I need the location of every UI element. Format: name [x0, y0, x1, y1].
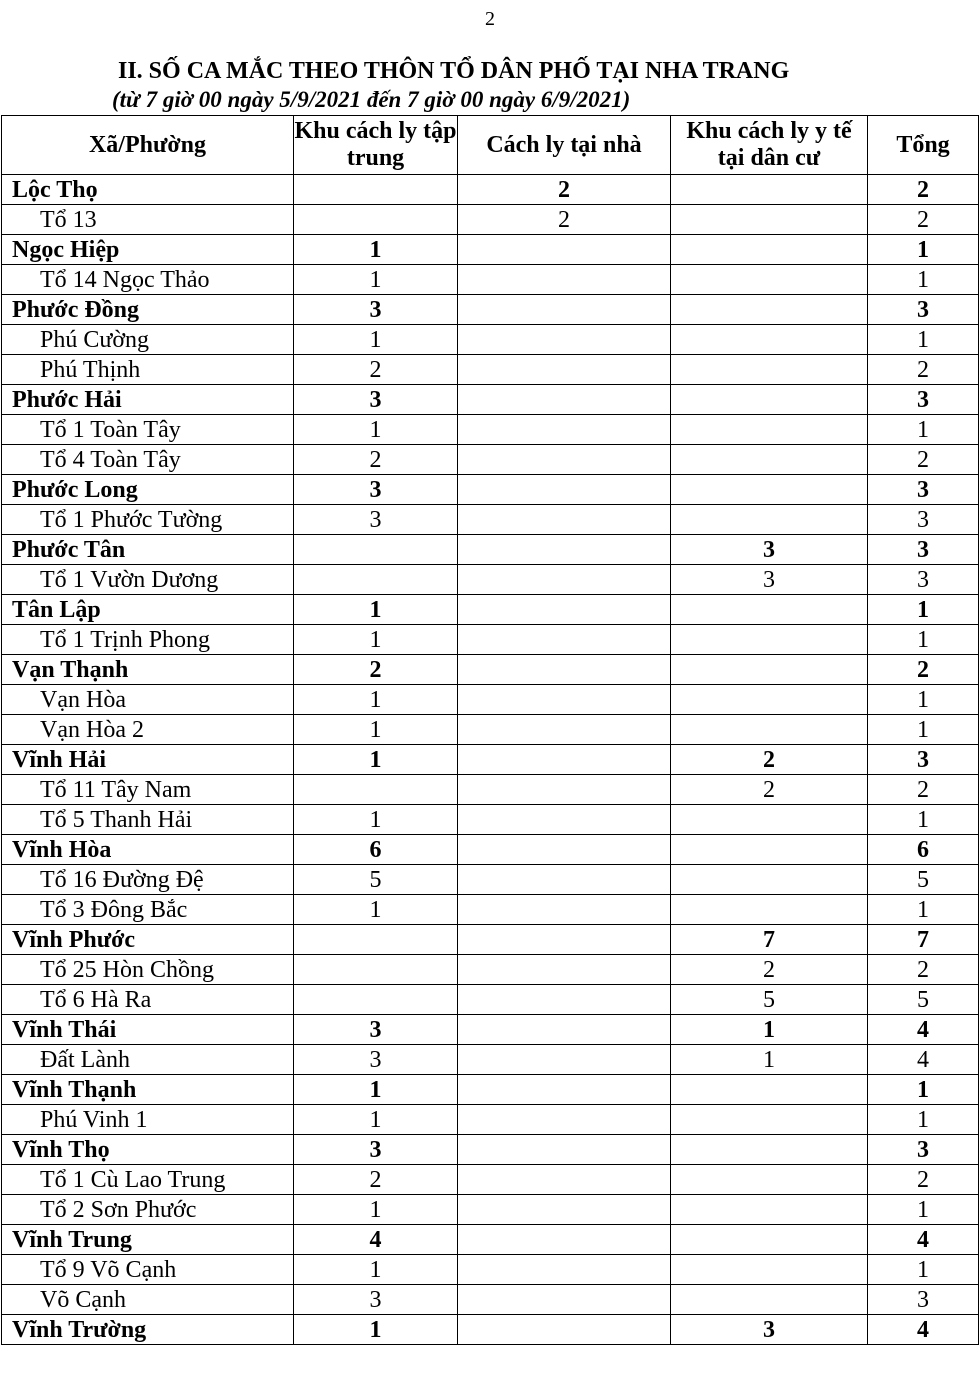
cell-tai-nha [458, 985, 671, 1015]
cell-dan-cu [671, 475, 868, 505]
cell-name: Tân Lập [2, 595, 294, 625]
table-row [2, 175, 979, 205]
cell-name: Vĩnh Thái [2, 1015, 294, 1045]
cell-dan-cu [671, 595, 868, 625]
cell-tong: 1 [868, 1075, 979, 1105]
cell-tap-trung: 1 [294, 1105, 458, 1135]
table-row [2, 595, 979, 625]
cell-tap-trung: 1 [294, 1075, 458, 1105]
cell-tong: 2 [868, 205, 979, 235]
cell-tap-trung: 4 [294, 1225, 458, 1255]
table-row [2, 415, 979, 445]
cell-tai-nha [458, 625, 671, 655]
table-row [2, 295, 979, 325]
header-khu-cach-ly-dan-cu: Khu cách ly y tế tại dân cư [671, 116, 868, 175]
cell-tai-nha [458, 415, 671, 445]
table-row [2, 685, 979, 715]
table-row [2, 985, 979, 1015]
cell-name: Võ Cạnh [2, 1285, 294, 1315]
cell-tong: 1 [868, 415, 979, 445]
cell-tap-trung [294, 775, 458, 805]
cell-dan-cu [671, 1225, 868, 1255]
cell-tong: 2 [868, 775, 979, 805]
table-row [2, 1075, 979, 1105]
cell-dan-cu [671, 685, 868, 715]
table-row [2, 355, 979, 385]
table-row [2, 925, 979, 955]
table-row [2, 625, 979, 655]
cell-tong: 1 [868, 715, 979, 745]
cell-dan-cu [671, 505, 868, 535]
cell-tai-nha [458, 445, 671, 475]
cell-tap-trung: 3 [294, 295, 458, 325]
cell-tai-nha [458, 685, 671, 715]
table-row [2, 205, 979, 235]
cell-tong: 4 [868, 1015, 979, 1045]
cell-name: Vĩnh Thọ [2, 1135, 294, 1165]
table-row [2, 535, 979, 565]
cell-tong: 3 [868, 475, 979, 505]
cell-dan-cu [671, 805, 868, 835]
table-row [2, 1165, 979, 1195]
cell-tap-trung: 3 [294, 1015, 458, 1045]
cell-tap-trung: 1 [294, 595, 458, 625]
table-row [2, 1015, 979, 1045]
cell-name: Phước Đồng [2, 295, 294, 325]
cell-dan-cu [671, 625, 868, 655]
cell-tong: 3 [868, 535, 979, 565]
cell-tai-nha [458, 1135, 671, 1165]
cell-dan-cu [671, 175, 868, 205]
table-row [2, 325, 979, 355]
cell-tai-nha [458, 1015, 671, 1045]
cell-dan-cu: 1 [671, 1015, 868, 1045]
cell-tong: 2 [868, 955, 979, 985]
cell-tap-trung [294, 955, 458, 985]
cell-tai-nha [458, 835, 671, 865]
table-row [2, 775, 979, 805]
table-row [2, 505, 979, 535]
cell-tap-trung: 1 [294, 805, 458, 835]
cell-tap-trung: 1 [294, 685, 458, 715]
cell-tong: 1 [868, 235, 979, 265]
cell-tong: 2 [868, 655, 979, 685]
table-row [2, 1105, 979, 1135]
table-row [2, 745, 979, 775]
page-title: II. SỐ CA MẮC THEO THÔN TỔ DÂN PHỐ TẠI NHA TRANG [118, 58, 790, 84]
cell-tap-trung [294, 535, 458, 565]
cell-name: Tổ 4 Toàn Tây [2, 445, 294, 475]
cell-tong: 1 [868, 685, 979, 715]
cell-tong: 2 [868, 175, 979, 205]
cell-dan-cu [671, 1135, 868, 1165]
cell-name: Tổ 1 Cù Lao Trung [2, 1165, 294, 1195]
cell-tai-nha [458, 1255, 671, 1285]
cell-tap-trung: 1 [294, 1195, 458, 1225]
cell-tong: 3 [868, 295, 979, 325]
cell-tong: 3 [868, 745, 979, 775]
cell-tap-trung: 6 [294, 835, 458, 865]
cell-name: Tổ 1 Phước Tường [2, 505, 294, 535]
cell-tong: 3 [868, 385, 979, 415]
table-row [2, 235, 979, 265]
cell-tap-trung: 3 [294, 385, 458, 415]
cell-name: Vĩnh Hải [2, 745, 294, 775]
cell-tai-nha [458, 475, 671, 505]
cell-name: Tổ 1 Trịnh Phong [2, 625, 294, 655]
table-body [2, 175, 979, 1345]
cell-tap-trung: 3 [294, 505, 458, 535]
cell-name: Tổ 14 Ngọc Thảo [2, 265, 294, 295]
cell-tong: 2 [868, 355, 979, 385]
cell-name: Vạn Thạnh [2, 655, 294, 685]
cell-tap-trung: 1 [294, 235, 458, 265]
cell-tong: 1 [868, 595, 979, 625]
cell-dan-cu [671, 1195, 868, 1225]
cell-tai-nha [458, 925, 671, 955]
cell-tai-nha [458, 1165, 671, 1195]
cell-tap-trung: 1 [294, 625, 458, 655]
cell-tong: 5 [868, 865, 979, 895]
cell-tong: 1 [868, 265, 979, 295]
header-khu-cach-ly-tap-trung: Khu cách ly tập trung [294, 116, 458, 175]
cell-dan-cu [671, 1165, 868, 1195]
cell-dan-cu [671, 205, 868, 235]
cell-tong: 3 [868, 505, 979, 535]
cell-dan-cu [671, 1285, 868, 1315]
table-row [2, 1315, 979, 1345]
cell-name: Tổ 13 [2, 205, 294, 235]
table-row [2, 1255, 979, 1285]
table-header-row [2, 116, 979, 175]
cell-dan-cu: 2 [671, 955, 868, 985]
cell-tai-nha [458, 355, 671, 385]
cell-tap-trung: 5 [294, 865, 458, 895]
cell-tong: 1 [868, 625, 979, 655]
table-row [2, 835, 979, 865]
cell-dan-cu: 2 [671, 775, 868, 805]
cell-tai-nha [458, 565, 671, 595]
cell-tai-nha [458, 385, 671, 415]
cell-dan-cu [671, 835, 868, 865]
cell-name: Tổ 16 Đường Đệ [2, 865, 294, 895]
page-number: 2 [485, 8, 495, 30]
cell-name: Vạn Hòa 2 [2, 715, 294, 745]
cell-tap-trung: 1 [294, 415, 458, 445]
table-row [2, 955, 979, 985]
cell-tai-nha [458, 1075, 671, 1105]
cell-tong: 2 [868, 1165, 979, 1195]
cell-tap-trung: 2 [294, 655, 458, 685]
cell-tong: 6 [868, 835, 979, 865]
cell-tai-nha [458, 1315, 671, 1345]
table-row [2, 565, 979, 595]
cell-tai-nha: 2 [458, 175, 671, 205]
cell-tong: 2 [868, 445, 979, 475]
page-subtitle: (từ 7 giờ 00 ngày 5/9/2021 đến 7 giờ 00 ngày 6/9/2021) [112, 87, 631, 112]
cell-tap-trung: 1 [294, 1315, 458, 1345]
cell-tong: 1 [868, 805, 979, 835]
cell-tap-trung: 1 [294, 265, 458, 295]
cell-tong: 4 [868, 1045, 979, 1075]
cell-dan-cu [671, 1255, 868, 1285]
cell-dan-cu [671, 715, 868, 745]
cell-name: Vĩnh Hòa [2, 835, 294, 865]
cases-table [1, 115, 979, 1345]
cell-tong: 1 [868, 895, 979, 925]
cell-dan-cu [671, 235, 868, 265]
cell-tap-trung: 3 [294, 475, 458, 505]
cell-dan-cu: 1 [671, 1045, 868, 1075]
cell-tong: 7 [868, 925, 979, 955]
header-tong: Tổng [868, 116, 979, 175]
table-row [2, 865, 979, 895]
cell-tap-trung [294, 175, 458, 205]
table-row [2, 1225, 979, 1255]
cell-dan-cu [671, 355, 868, 385]
cell-tai-nha [458, 775, 671, 805]
cell-name: Vĩnh Trung [2, 1225, 294, 1255]
cell-tong: 1 [868, 1105, 979, 1135]
cell-name: Tổ 5 Thanh Hải [2, 805, 294, 835]
cell-tap-trung: 1 [294, 1255, 458, 1285]
cell-tai-nha [458, 895, 671, 925]
cell-dan-cu [671, 1075, 868, 1105]
table-row [2, 715, 979, 745]
cell-tai-nha [458, 295, 671, 325]
cell-name: Phước Hải [2, 385, 294, 415]
cell-tap-trung: 1 [294, 745, 458, 775]
cell-tai-nha [458, 535, 671, 565]
cell-name: Vĩnh Phước [2, 925, 294, 955]
cell-tai-nha [458, 1105, 671, 1135]
cell-tai-nha [458, 1195, 671, 1225]
cell-tap-trung [294, 565, 458, 595]
table-row [2, 475, 979, 505]
cell-tap-trung: 2 [294, 1165, 458, 1195]
cell-tap-trung: 3 [294, 1285, 458, 1315]
table-row [2, 805, 979, 835]
table-row [2, 1285, 979, 1315]
cell-dan-cu [671, 415, 868, 445]
cell-name: Phước Tân [2, 535, 294, 565]
cell-dan-cu: 3 [671, 1315, 868, 1345]
cell-tong: 3 [868, 565, 979, 595]
cell-name: Tổ 9 Võ Cạnh [2, 1255, 294, 1285]
cell-name: Tổ 2 Sơn Phước [2, 1195, 294, 1225]
cell-tong: 3 [868, 1135, 979, 1165]
cell-dan-cu: 2 [671, 745, 868, 775]
cell-dan-cu [671, 295, 868, 325]
cell-tap-trung: 2 [294, 445, 458, 475]
cell-tai-nha [458, 655, 671, 685]
cell-name: Vạn Hòa [2, 685, 294, 715]
cell-tai-nha [458, 1285, 671, 1315]
cell-tong: 4 [868, 1315, 979, 1345]
cell-dan-cu [671, 895, 868, 925]
cell-name: Tổ 11 Tây Nam [2, 775, 294, 805]
cell-tap-trung: 3 [294, 1135, 458, 1165]
cell-name: Lộc Thọ [2, 175, 294, 205]
cell-tap-trung [294, 925, 458, 955]
cell-dan-cu [671, 385, 868, 415]
cell-name: Ngọc Hiệp [2, 235, 294, 265]
cell-tai-nha [458, 595, 671, 625]
table-row [2, 1045, 979, 1075]
cell-tai-nha [458, 955, 671, 985]
table-row [2, 385, 979, 415]
cell-tai-nha [458, 235, 671, 265]
cell-tai-nha: 2 [458, 205, 671, 235]
cell-dan-cu [671, 1105, 868, 1135]
table-row [2, 1135, 979, 1165]
table-row [2, 655, 979, 685]
cell-tai-nha [458, 715, 671, 745]
cell-tap-trung: 3 [294, 1045, 458, 1075]
cell-name: Tổ 25 Hòn Chồng [2, 955, 294, 985]
header-cach-ly-tai-nha: Cách ly tại nhà [458, 116, 671, 175]
table-row [2, 895, 979, 925]
cell-tap-trung [294, 205, 458, 235]
cell-tai-nha [458, 745, 671, 775]
cell-tap-trung [294, 985, 458, 1015]
cell-dan-cu [671, 325, 868, 355]
cell-name: Đất Lành [2, 1045, 294, 1075]
cell-tai-nha [458, 1045, 671, 1075]
cell-name: Phước Long [2, 475, 294, 505]
table-row [2, 445, 979, 475]
cell-name: Phú Thịnh [2, 355, 294, 385]
cell-tong: 1 [868, 1255, 979, 1285]
cell-dan-cu [671, 865, 868, 895]
cell-tap-trung: 1 [294, 325, 458, 355]
cell-name: Tổ 6 Hà Ra [2, 985, 294, 1015]
cell-tong: 4 [868, 1225, 979, 1255]
header-xa-phuong: Xã/Phường [2, 116, 294, 175]
cell-dan-cu [671, 655, 868, 685]
cell-dan-cu: 3 [671, 535, 868, 565]
cell-tai-nha [458, 805, 671, 835]
cell-dan-cu: 5 [671, 985, 868, 1015]
cell-tai-nha [458, 505, 671, 535]
cell-dan-cu [671, 445, 868, 475]
cell-dan-cu: 3 [671, 565, 868, 595]
cell-name: Tổ 1 Vườn Dương [2, 565, 294, 595]
cell-tap-trung: 1 [294, 895, 458, 925]
cell-tai-nha [458, 325, 671, 355]
cell-name: Tổ 1 Toàn Tây [2, 415, 294, 445]
cell-tai-nha [458, 865, 671, 895]
cell-name: Phú Cường [2, 325, 294, 355]
cell-name: Vĩnh Trường [2, 1315, 294, 1345]
cell-tai-nha [458, 1225, 671, 1255]
cell-tap-trung: 1 [294, 715, 458, 745]
cell-tong: 1 [868, 325, 979, 355]
cell-dan-cu [671, 265, 868, 295]
cell-name: Vĩnh Thạnh [2, 1075, 294, 1105]
cell-dan-cu: 7 [671, 925, 868, 955]
cell-tai-nha [458, 265, 671, 295]
cell-tong: 3 [868, 1285, 979, 1315]
table-row [2, 265, 979, 295]
cell-name: Tổ 3 Đông Bắc [2, 895, 294, 925]
cell-tap-trung: 2 [294, 355, 458, 385]
table-row [2, 1195, 979, 1225]
cell-tong: 5 [868, 985, 979, 1015]
cell-name: Phú Vinh 1 [2, 1105, 294, 1135]
cell-tong: 1 [868, 1195, 979, 1225]
